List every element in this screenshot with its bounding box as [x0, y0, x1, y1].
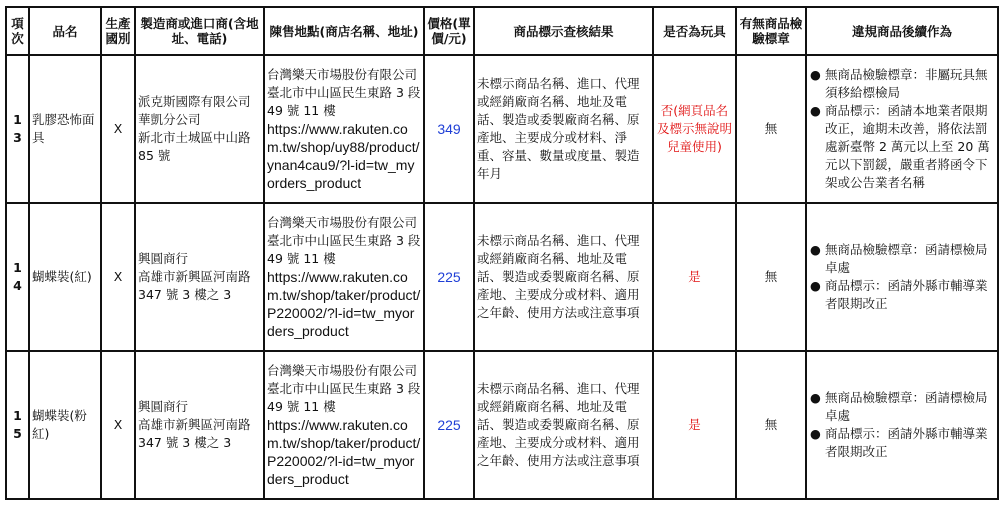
country: X [101, 351, 135, 499]
store-name: 台灣樂天市場股份有限公司 [267, 215, 418, 230]
action-item: ● 無商品檢驗標章：函請標檢局卓處 [825, 389, 995, 425]
inspection-table [5, 6, 999, 500]
inspection-mark: 無 [736, 203, 806, 351]
action-item: ● 無商品檢驗標章：函請標檢局卓處 [825, 241, 995, 277]
is-toy: 否(網頁品名及標示無說明兒童使用) [653, 55, 736, 203]
label-result: 未標示商品名稱、進口、代理或經銷廠商名稱、地址及電話、製造或委製廠商名稱、原產地、主要成分或材料、適用之年齡、使用方法或注意事項 [474, 203, 653, 351]
label-result: 未標示商品名稱、進口、代理或經銷廠商名稱、地址及電話、製造或委製廠商名稱、原產地、主要成分或材料、適用之年齡、使用方法或注意事項 [474, 351, 653, 499]
maker-name: 興圓商行 [138, 251, 189, 266]
inspection-mark: 無 [736, 55, 806, 203]
product-name: 乳膠恐怖面具 [29, 55, 101, 203]
follow-up-actions [806, 351, 998, 499]
store-url[interactable]: https://www.rakuten.com.tw/shop/taker/product/P220002/?l-id=tw_myorders_product [267, 269, 421, 339]
item-number: 14 [6, 203, 29, 351]
product-name: 蝴蝶裝(粉紅) [29, 351, 101, 499]
maker [135, 55, 264, 203]
header-col-mark: 有無商品檢驗標章 [736, 7, 806, 55]
header-col-no: 項次 [6, 7, 29, 55]
store-url[interactable]: https://www.rakuten.com.tw/shop/taker/product/P220002/?l-id=tw_myorders_product [267, 417, 421, 487]
maker-name: 興圓商行 [138, 399, 189, 414]
store [264, 351, 424, 499]
header-col-name: 品名 [29, 7, 101, 55]
follow-up-actions [806, 55, 998, 203]
header-col-label: 商品標示查核結果 [474, 7, 653, 55]
header-col-country: 生產國別 [101, 7, 135, 55]
action-item: ● 無商品檢驗標章：非屬玩具無須移給標檢局 [825, 66, 995, 102]
follow-up-actions [806, 203, 998, 351]
store-url[interactable]: https://www.rakuten.com.tw/shop/uy88/product/ynan4cau9/?l-id=tw_myorders_product [267, 121, 420, 191]
store [264, 203, 424, 351]
country: X [101, 203, 135, 351]
header-col-toy: 是否為玩具 [653, 7, 736, 55]
store-address: 臺北市中山區民生東路 3 段 49 號 11 樓 [267, 381, 421, 414]
is-toy: 是 [653, 203, 736, 351]
product-name: 蝴蝶裝(紅) [29, 203, 101, 351]
store-name: 台灣樂天市場股份有限公司 [267, 363, 418, 378]
header-col-price: 價格(單價/元) [424, 7, 474, 55]
maker-address: 高雄市新興區河南路 347 號 3 樓之 3 [138, 417, 251, 450]
item-number: 15 [6, 351, 29, 499]
action-item: ● 商品標示：函請外縣市輔導業者限期改正 [825, 277, 995, 313]
header-col-store: 陳售地點(商店名稱、地址) [264, 7, 424, 55]
action-item: ● 商品標示：函請外縣市輔導業者限期改正 [825, 425, 995, 461]
store-address: 臺北市中山區民生東路 3 段 49 號 11 樓 [267, 233, 421, 266]
country: X [101, 55, 135, 203]
label-result: 未標示商品名稱、進口、代理或經銷廠商名稱、地址及電話、製造或委製廠商名稱、原產地、主要成分或材料、淨重、容量、數量或度量、製造年月 [474, 55, 653, 203]
is-toy: 是 [653, 351, 736, 499]
maker-address: 新北市土城區中山路 85 號 [138, 130, 251, 163]
item-number: 13 [6, 55, 29, 203]
header-col-action: 違規商品後續作為 [806, 7, 998, 55]
maker-name: 派克斯國際有限公司華凱分公司 [138, 94, 251, 127]
maker-address: 高雄市新興區河南路 347 號 3 樓之 3 [138, 269, 251, 302]
table-row [6, 55, 998, 203]
inspection-mark: 無 [736, 351, 806, 499]
header-col-maker: 製造商或進口商(含地址、電話) [135, 7, 264, 55]
header-row [6, 7, 998, 55]
maker [135, 351, 264, 499]
table-row [6, 203, 998, 351]
store-address: 臺北市中山區民生東路 3 段 49 號 11 樓 [267, 85, 421, 118]
price: 225 [424, 203, 474, 351]
store-name: 台灣樂天市場股份有限公司 [267, 67, 418, 82]
table-row [6, 351, 998, 499]
price: 225 [424, 351, 474, 499]
price: 349 [424, 55, 474, 203]
action-item: ● 商品標示：函請本地業者限期改正，逾期未改善，將依法罰處新臺幣 2 萬元以上至 20 萬元以下罰鍰，嚴重者將函令下架或公告業者名稱 [825, 102, 995, 192]
maker [135, 203, 264, 351]
store [264, 55, 424, 203]
